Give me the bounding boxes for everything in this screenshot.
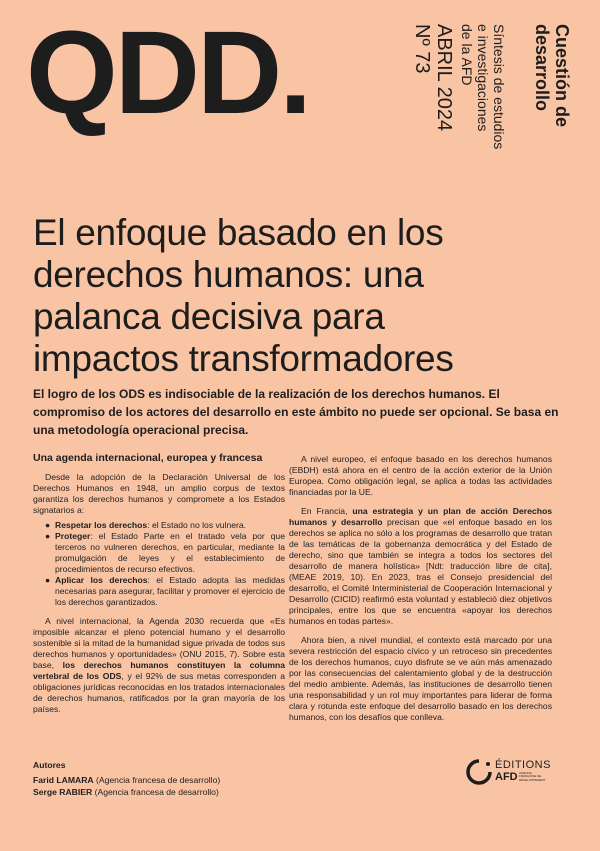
paragraph: Desde la adopción de la Declaración Universal de los Derechos Humanos en 1948, un amplio corpus de textos garantiza los derechos humanos y compromete a los Estados signatarios a: bbox=[33, 472, 285, 515]
publisher-tagline: AGENCE FRANÇAISE DE DÉVELOPPEMENT bbox=[519, 771, 546, 782]
paragraph bbox=[289, 506, 552, 627]
lead-paragraph: El logro de los ODS es indisociable de la realización de los derechos humanos. El compromiso de los actores del desarrollo en este ámbito no puede ser opcional. Se basa en una metodología operacional precisa. bbox=[33, 387, 559, 437]
list-item bbox=[45, 520, 285, 531]
right-column bbox=[289, 454, 552, 731]
left-column bbox=[33, 452, 285, 723]
series-subtitle bbox=[459, 24, 507, 149]
author-line bbox=[33, 786, 333, 798]
issue-date-block bbox=[411, 24, 455, 131]
bullet-icon: ● bbox=[45, 575, 51, 585]
publisher-sub: AFD bbox=[495, 771, 518, 783]
author-org: (Agencia francesa de desarrollo) bbox=[92, 787, 219, 797]
issue-date: ABRIL 2024 bbox=[433, 24, 455, 132]
section-heading: Una agenda internacional, europea y francesa bbox=[33, 452, 263, 464]
paragraph-emphasis: los derechos humanos constituyen la columna vertebral de los ODS bbox=[33, 660, 285, 681]
authors-label: Autores bbox=[33, 760, 66, 770]
paragraph-text: En Francia, bbox=[301, 506, 353, 516]
author-name: Serge RABIER bbox=[33, 787, 93, 797]
issue-number: Nº 73 bbox=[411, 24, 433, 74]
list-item bbox=[45, 575, 285, 608]
paragraph-text: precisan que «el enfoque basado en los derechos se aplica no sólo a los programas de desarrollo que tratan de las temáticas de la gobernanza democrática y del Estado de derecho, sino que también se integra a todos los sectores del desarrollo de manera holística» [Ndt: traducción libre de cita], (MEAE 2019, 10). En 2023, tras el Consejo presidencial del desarrollo, el Comité Interministerial de Cooperación Internacional y Desarrollo (CICID) reafirmó esta voluntad y estableció diez objetivos principales, entre los que se encuentra «apoyar los derechos humanos en todas partes». bbox=[289, 517, 552, 626]
list-item-text: : el Estado no los vulnera. bbox=[147, 520, 247, 530]
subtitle-line-1: Síntesis de estudios bbox=[491, 24, 507, 150]
author-name: Farid LAMARA bbox=[33, 775, 94, 785]
document-title: El enfoque basado en los derechos humanos: una palanca decisiva para impactos transformadores bbox=[33, 212, 454, 379]
subtitle-line-2: e investigaciones bbox=[475, 24, 491, 132]
subtitle-line-3: de la AFD bbox=[459, 24, 475, 86]
list-item-term: Respetar los derechos bbox=[55, 520, 148, 530]
bullet-icon: ● bbox=[45, 531, 51, 541]
list-item-text: : el Estado Parte en el tratado vela por que terceros no vulneren derechos, en particular, mediante la promulgación de leyes y el establecimiento de procedimientos de recurso efectivos. bbox=[55, 531, 285, 574]
list-item bbox=[45, 531, 285, 575]
publisher-name: ÉDITIONS bbox=[495, 759, 551, 771]
qdd-logo: QDD. bbox=[26, 7, 309, 139]
paragraph-text: , y el 92% de sus metas corresponden a obligaciones jurídicas reconocidas en los tratados internacionales de derechos humanos, ratificados por la gran mayoría de los países. bbox=[33, 671, 285, 714]
paragraph-emphasis: una estrategia y un plan de acción Derechos humanos y desarrollo bbox=[289, 506, 552, 527]
obligations-list bbox=[33, 520, 285, 608]
series-line-1: Cuestión de bbox=[552, 24, 572, 128]
list-item-term: Proteger bbox=[55, 531, 91, 541]
series-line-2: desarrollo bbox=[532, 24, 552, 112]
paragraph bbox=[33, 616, 285, 715]
authors-block bbox=[33, 759, 333, 798]
publisher-logo bbox=[465, 758, 575, 788]
paragraph-text: A nivel internacional, la Agenda 2030 recuerda que «Es imposible alcanzar el pleno potencial humano y el desarrollo sostenible si la mitad de la humanidad sigue privada de todos sus derechos humanos y oportunidades» (ONU 2015, 7). Sobre esta base, bbox=[33, 616, 285, 670]
author-org: (Agencia francesa de desarrollo) bbox=[93, 775, 221, 785]
bullet-icon: ● bbox=[45, 520, 51, 530]
list-item-term: Aplicar los derechos bbox=[55, 575, 148, 585]
publisher-ring-icon bbox=[465, 758, 493, 786]
paragraph: A nivel europeo, el enfoque basado en los derechos humanos (EBDH) está ahora en el centro de la acción exterior de la Unión Europea. Como obligación legal, se aplica a todas las actividades financiadas por la UE. bbox=[289, 454, 552, 497]
list-item-text: : el Estado adopta las medidas necesarias para asegurar, facilitar y promover el ejercicio de los derechos garantizados. bbox=[55, 575, 285, 607]
author-line bbox=[33, 774, 333, 786]
paragraph: Ahora bien, a nivel mundial, el contexto está marcado por una severa restricción del espacio cívico y un retroceso sin precedentes de los derechos humanos, cuyo disfrute se ve aún más amenazado por las consecuencias del calentamiento global y de la destrucción del medio ambiente. Además, las instituciones de desarrollo tienen una responsabilidad y un rol muy importantes para liderar de forma clara y rotunda este enfoque del desarrollo basado en los derechos humanos, con los desafíos que conlleva. bbox=[289, 635, 552, 722]
series-name bbox=[532, 24, 572, 127]
